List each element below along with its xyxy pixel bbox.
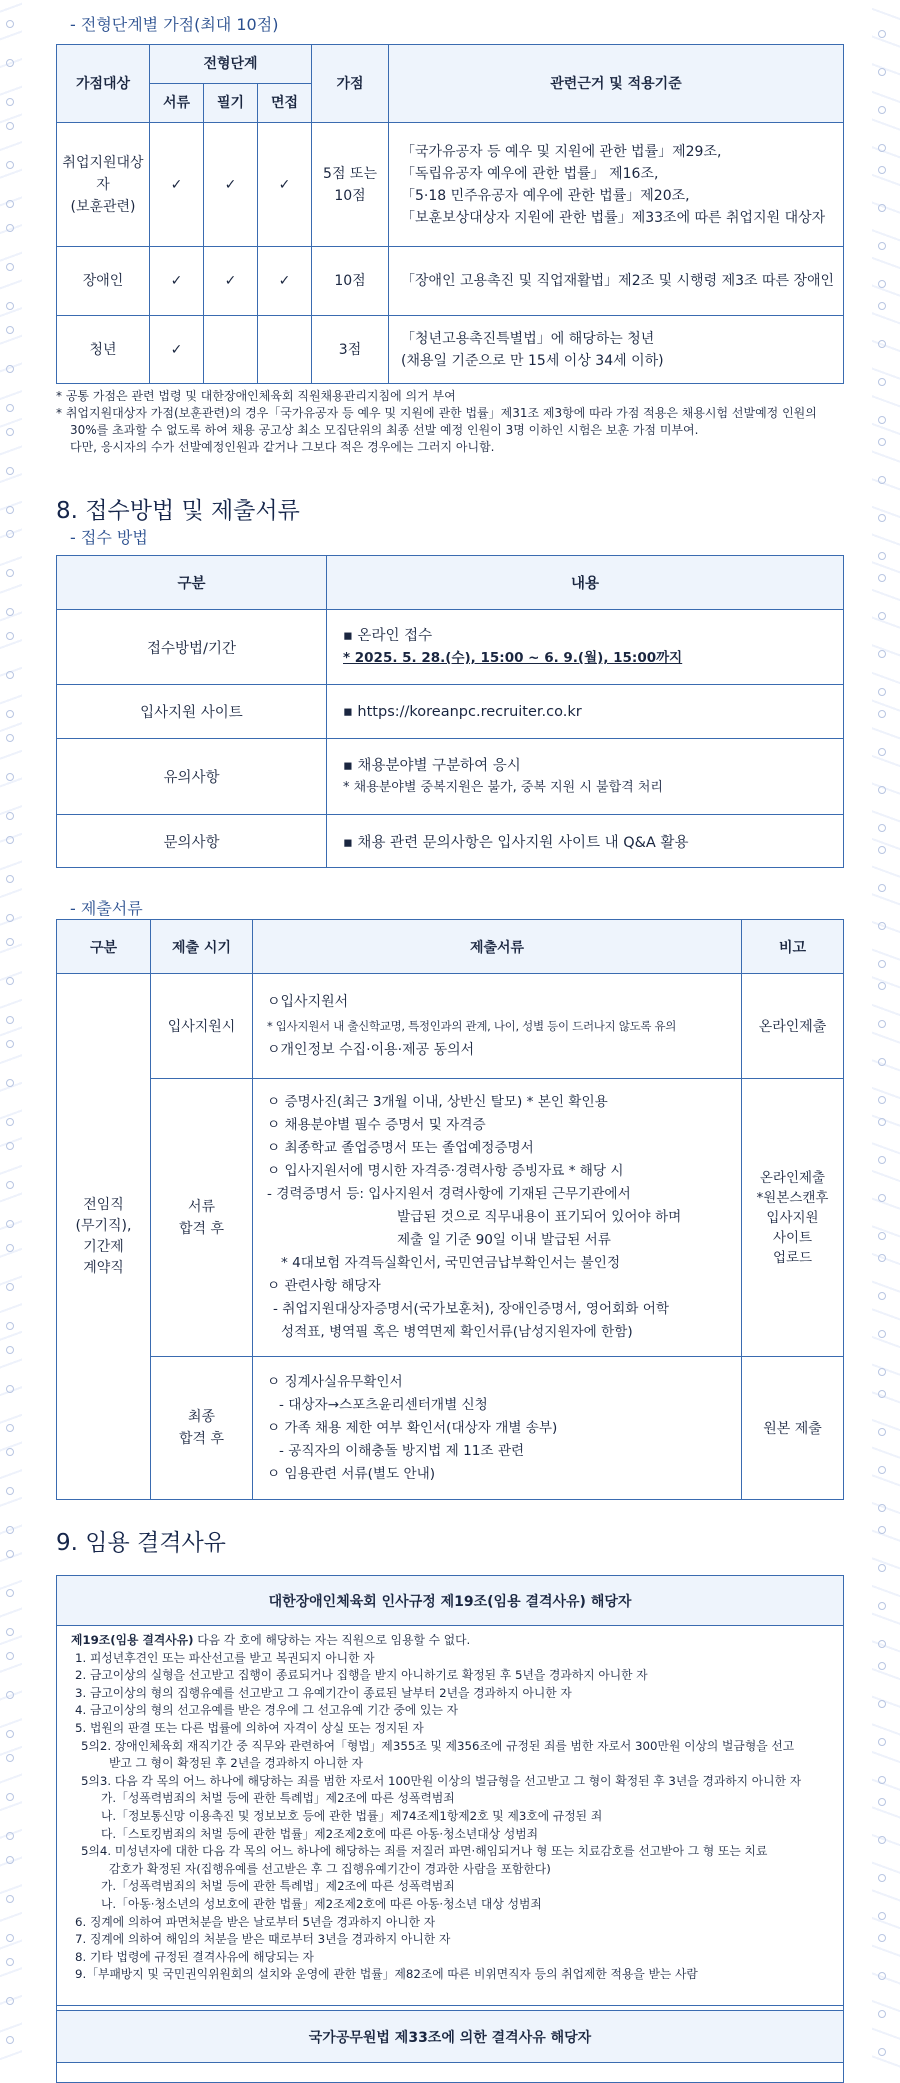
row-target: 청년 <box>57 316 150 384</box>
right-decorative-margin <box>872 0 900 2068</box>
docs-when: 입사지원시 <box>151 974 253 1079</box>
margin-doodle-icon <box>878 106 886 114</box>
bonus-points-table <box>56 44 844 384</box>
margin-doodle-icon <box>6 1691 14 1699</box>
receipt-site-link[interactable]: ▪ https://koreanpc.recruiter.co.kr <box>327 685 844 739</box>
margin-doodle-icon <box>6 404 14 412</box>
docs-item: 발급된 것으로 직무내용이 표기되어 있어야 하며 <box>397 1209 682 1225</box>
empty-cell <box>204 316 258 384</box>
margin-doodle-icon <box>878 650 886 658</box>
docs-item: ㅇ 가족 채용 제한 여부 확인서(대상자 개별 송부) <box>267 1419 558 1436</box>
header-stage-doc: 서류 <box>150 84 204 123</box>
receipt-label: 입사지원 사이트 <box>57 685 327 739</box>
margin-doodle-icon <box>878 416 886 424</box>
row-basis: 「장애인 고용촉진 및 직업재활법」제2조 및 시행령 제3조 따른 장애인 <box>389 247 844 316</box>
margin-doodle-icon <box>6 1997 14 2005</box>
margin-doodle-icon <box>6 1550 14 1558</box>
margin-doodle-icon <box>6 1220 14 1228</box>
margin-doodle-icon <box>878 982 886 990</box>
margin-doodle-icon <box>878 242 886 250</box>
margin-doodle-icon <box>878 1096 886 1104</box>
article-line: 5. 법원의 판결 또는 다른 법률에 의하여 자격이 상실 또는 정지된 자 <box>75 1720 424 1735</box>
docs-item: ㅇ 징계사실유무확인서 <box>267 1373 403 1390</box>
margin-doodle-icon <box>878 378 886 386</box>
receipt-subtitle: - 접수 방법 <box>70 528 148 547</box>
note-line: * 취업지원대상자 가점(보훈관련)의 경우「국가유공자 등 예우 및 지원에 관한 법률」제31조 제3항에 따라 가점 적용은 채용시험 선발예정 인원의 <box>56 406 817 420</box>
margin-doodle-icon <box>878 144 886 152</box>
docs-items <box>253 974 742 1079</box>
docs-item: ㅇ 증명사진(최근 3개월 이내, 상반신 탈모) * 본인 확인용 <box>267 1094 608 1110</box>
article-line: 4. 금고이상의 형의 선고유예를 받은 경우에 그 선고유예 기간 중에 있는 자 <box>75 1703 458 1718</box>
margin-doodle-icon <box>878 1640 886 1648</box>
margin-doodle-icon <box>6 1346 14 1354</box>
article-line: 가.「성폭력범죄의 처벌 등에 관한 특례법」제2조에 따른 성폭력범죄 <box>101 1791 455 1806</box>
article-line: 5의2. 장애인체육회 재직기간 중 직무와 관련하여「형법」제355조 및 제356조에 규정된 죄를 범한 자로서 300만원 이상의 벌금형을 선고 <box>81 1738 795 1753</box>
margin-doodle-icon <box>6 200 14 208</box>
box2-body <box>57 2063 844 2083</box>
margin-doodle-icon <box>6 1181 14 1189</box>
docs-header-documents: 제출서류 <box>253 920 742 974</box>
margin-doodle-icon <box>878 688 886 696</box>
row-points: 5점 또는 10점 <box>312 123 389 247</box>
margin-doodle-icon <box>878 1836 886 1844</box>
docs-subtitle: - 제출서류 <box>70 899 143 918</box>
margin-doodle-icon <box>878 340 886 348</box>
margin-doodle-icon <box>6 428 14 436</box>
docs-item: ㅇ 입사지원서에 명시한 자격증·경력사항 증빙자료 * 해당 시 <box>267 1163 624 1179</box>
check-mark: ✓ <box>258 123 312 247</box>
margin-doodle-icon <box>878 960 886 968</box>
disqualification-box <box>56 1575 844 2016</box>
margin-doodle-icon <box>878 30 886 38</box>
docs-header-when: 제출 시기 <box>151 920 253 974</box>
article-line: 가.「성폭력범죄의 처벌 등에 관한 특례법」제2조에 따른 성폭력범죄 <box>101 1879 455 1894</box>
margin-doodle-icon <box>878 1156 886 1164</box>
margin-doodle-icon <box>878 884 886 892</box>
margin-doodle-icon <box>878 1020 886 1028</box>
margin-doodle-icon <box>878 824 886 832</box>
margin-doodle-icon <box>6 2036 14 2044</box>
margin-doodle-icon <box>6 875 14 883</box>
receipt-label: 접수방법/기간 <box>57 610 327 685</box>
margin-doodle-icon <box>878 1254 886 1262</box>
margin-doodle-icon <box>6 1016 14 1024</box>
margin-doodle-icon <box>6 1118 14 1126</box>
box2-title: 국가공무원법 제33조에 의한 결격사유 해당자 <box>57 2011 844 2063</box>
docs-when: 서류 합격 후 <box>151 1079 253 1357</box>
margin-doodle-icon <box>6 1652 14 1660</box>
receipt-header-category: 구분 <box>57 556 327 610</box>
docs-when: 최종 합격 후 <box>151 1357 253 1500</box>
check-mark: ✓ <box>204 247 258 316</box>
header-stage-written: 필기 <box>204 84 258 123</box>
docs-item: ㅇ 임용관련 서류(별도 안내) <box>267 1465 436 1482</box>
article-line: 5의3. 다음 각 목의 어느 하나에 해당하는 죄를 범한 자로서 100만원 이상의 벌금형을 선고받고 그 형이 확정된 후 3년을 경과하지 아니한 자 <box>81 1773 802 1788</box>
margin-doodle-icon <box>6 1730 14 1738</box>
docs-item: * 입사지원서 내 출신학교명, 특정인과의 관계, 나이, 성별 등이 드러나지 않도록 유의 <box>267 1019 677 1033</box>
margin-doodle-icon <box>6 20 14 28</box>
margin-doodle-icon <box>6 1040 14 1048</box>
margin-doodle-icon <box>6 836 14 844</box>
margin-doodle-icon <box>6 506 14 514</box>
margin-doodle-icon <box>6 1754 14 1762</box>
row-basis: 「청년고용촉진특별법」에 해당하는 청년 (채용일 기준으로 만 15세 이상 34세 이하) <box>389 316 844 384</box>
margin-doodle-icon <box>878 1972 886 1980</box>
row-target: 장애인 <box>57 247 150 316</box>
docs-item: - 대상자→스포츠윤리센터개별 신청 <box>279 1396 488 1413</box>
margin-doodle-icon <box>878 1504 886 1512</box>
margin-doodle-icon <box>878 1390 886 1398</box>
row-basis: 「국가유공자 등 예우 및 지원에 관한 법률」제29조, 「독립유공자 예우에 관한 법률」 제16조, 「5·18 민주유공자 예우에 관한 법률」제20조, 「보훈보상대상자 지원에 관한 법률」제33조에 따른 취업지원 대상자 <box>389 123 844 247</box>
margin-doodle-icon <box>6 1934 14 1942</box>
document-page <box>22 0 872 2068</box>
note-line: * 공통 가점은 관련 법령 및 대한장애인체육회 직원채용관리지침에 의거 부여 <box>56 389 456 403</box>
article-line: 5의4. 미성년자에 대한 다음 각 목의 어느 하나에 해당하는 죄를 저질러 파면·해임되거나 형 또는 치료감호를 선고받아 그 형 또는 치료 <box>81 1844 768 1859</box>
margin-doodle-icon <box>6 530 14 538</box>
docs-item: - 취업지원대상자증명서(국가보훈처), 장애인증명서, 영어회화 어학 <box>273 1301 669 1317</box>
margin-doodle-icon <box>878 1292 886 1300</box>
margin-doodle-icon <box>878 846 886 854</box>
header-stage-interview: 면접 <box>258 84 312 123</box>
note-line: 30%를 초과할 수 없도록 하여 채용 공고상 최소 모집단위의 최종 선발 예정 인원이 3명 이하인 시험은 보훈 가점 미부여. <box>70 423 699 437</box>
margin-doodle-icon <box>6 161 14 169</box>
docs-note: 온라인제출 <box>742 974 844 1079</box>
margin-doodle-icon <box>878 1564 886 1572</box>
margin-doodle-icon <box>878 1526 886 1534</box>
article-intro-title: 제19조(임용 결격사유) <box>71 1633 194 1647</box>
margin-doodle-icon <box>6 710 14 718</box>
margin-doodle-icon <box>6 1628 14 1636</box>
margin-doodle-icon <box>878 476 886 484</box>
margin-doodle-icon <box>6 263 14 271</box>
check-mark: ✓ <box>150 316 204 384</box>
margin-doodle-icon <box>6 1283 14 1291</box>
margin-doodle-icon <box>878 68 886 76</box>
article-line: 8. 기타 법령에 규정된 결격사유에 해당되는 자 <box>75 1949 314 1964</box>
header-target: 가점대상 <box>57 45 150 123</box>
docs-item: ㅇ 채용분야별 필수 증명서 및 자격증 <box>267 1117 486 1133</box>
margin-doodle-icon <box>878 1934 886 1942</box>
docs-item: - 공직자의 이해충돌 방지법 제 11조 관련 <box>279 1442 525 1459</box>
documents-table <box>56 919 844 1500</box>
article-line: 3. 금고이상의 형의 집행유예를 선고받고 그 유예기간이 종료된 날부터 2년을 경과하지 아니한 자 <box>75 1685 572 1700</box>
margin-doodle-icon <box>6 302 14 310</box>
check-mark: ✓ <box>150 247 204 316</box>
docs-note: 원본 제출 <box>742 1357 844 1500</box>
margin-doodle-icon <box>6 773 14 781</box>
docs-header-category: 구분 <box>57 920 151 974</box>
margin-doodle-icon <box>878 1428 886 1436</box>
margin-doodle-icon <box>878 552 886 560</box>
margin-doodle-icon <box>878 612 886 620</box>
margin-doodle-icon <box>6 1856 14 1864</box>
docs-item: ㅇ 관련사항 해당자 <box>267 1278 381 1294</box>
margin-doodle-icon <box>6 1142 14 1150</box>
margin-doodle-icon <box>878 166 886 174</box>
margin-doodle-icon <box>6 1322 14 1330</box>
docs-item: ㅇ입사지원서 <box>267 994 349 1010</box>
margin-doodle-icon <box>878 1700 886 1708</box>
article-line: 1. 피성년후견인 또는 파산선고를 받고 복권되지 아니한 자 <box>75 1650 375 1665</box>
docs-item: * 4대보험 자격득실확인서, 국민연금납부확인서는 불인정 <box>281 1255 621 1271</box>
margin-doodle-icon <box>878 1662 886 1670</box>
row-target: 취업지원대상자 (보훈관련) <box>57 123 150 247</box>
margin-doodle-icon <box>878 786 886 794</box>
margin-doodle-icon <box>878 1232 886 1240</box>
margin-doodle-icon <box>6 1385 14 1393</box>
margin-doodle-icon <box>6 59 14 67</box>
article-line: 6. 징계에 의하여 파면처분을 받은 날로부터 5년을 경과하지 아니한 자 <box>75 1914 436 1929</box>
receipt-period: * 2025. 5. 28.(수), 15:00 ~ 6. 9.(월), 15:00까지 <box>343 650 683 666</box>
receipt-content <box>327 610 844 685</box>
margin-doodle-icon <box>878 1330 886 1338</box>
empty-cell <box>258 316 312 384</box>
article-line: 7. 징계에 의하여 해임의 처분을 받은 때로부터 3년을 경과하지 아니한 자 <box>75 1932 451 1947</box>
docs-item: 성적표, 병역필 혹은 병역면제 확인서류(남성지원자에 한함) <box>281 1324 633 1340</box>
receipt-header-content: 내용 <box>327 556 844 610</box>
margin-doodle-icon <box>6 812 14 820</box>
docs-item: - 경력증명서 등: 입사지원서 경력사항에 기재된 근무기관에서 <box>267 1186 631 1202</box>
docs-category: 전임직 (무기직), 기간제 계약직 <box>57 974 151 1500</box>
margin-doodle-icon <box>878 2010 886 2018</box>
margin-doodle-icon <box>6 632 14 640</box>
margin-doodle-icon <box>878 1118 886 1126</box>
receipt-line: * 채용분야별 중복지원은 불가, 중복 지원 시 불합격 처리 <box>343 779 663 795</box>
margin-doodle-icon <box>878 1738 886 1746</box>
margin-doodle-icon <box>6 1079 14 1087</box>
article-line: 나.「아동·청소년의 성보호에 관한 법률」제2조제2호에 따른 아동·청소년 대상 성범죄 <box>101 1896 542 1911</box>
margin-doodle-icon <box>6 467 14 475</box>
margin-doodle-icon <box>878 280 886 288</box>
article-intro <box>71 1632 829 1650</box>
box-title: 대한장애인체육회 인사규정 제19조(임용 결격사유) 해당자 <box>57 1576 844 1626</box>
margin-doodle-icon <box>6 608 14 616</box>
docs-item: ㅇ 최종학교 졸업증명서 또는 졸업예정증명서 <box>267 1140 534 1156</box>
bonus-points-subtitle: - 전형단계별 가점(최대 10점) <box>70 15 279 34</box>
margin-doodle-icon <box>6 569 14 577</box>
article-line: 나.「정보통신망 이용촉진 및 정보보호 등에 관한 법률」제74조제1항제2호 및 제3호에 규정된 죄 <box>101 1808 603 1823</box>
margin-doodle-icon <box>6 938 14 946</box>
margin-doodle-icon <box>878 710 886 718</box>
margin-doodle-icon <box>6 1958 14 1966</box>
receipt-content: ▪ 채용 관련 문의사항은 입사지원 사이트 내 Q&A 활용 <box>327 815 844 868</box>
article-line: 2. 금고이상의 실형을 선고받고 집행이 종료되거나 집행을 받지 아니하기로 확정된 후 5년을 경과하지 아니한 자 <box>75 1668 648 1683</box>
margin-doodle-icon <box>6 977 14 985</box>
docs-items <box>253 1079 742 1357</box>
margin-doodle-icon <box>6 1424 14 1432</box>
check-mark: ✓ <box>258 247 312 316</box>
margin-doodle-icon <box>878 204 886 212</box>
article-line: 다.「스토킹범죄의 처벌 등에 관한 법률」제2조제2호에 따른 아동·청소년대상 성범죄 <box>101 1826 539 1841</box>
header-stages: 전형단계 <box>150 45 312 84</box>
box-body <box>57 1626 844 2006</box>
receipt-label: 문의사항 <box>57 815 327 868</box>
margin-doodle-icon <box>878 922 886 930</box>
check-mark: ✓ <box>204 123 258 247</box>
margin-doodle-icon <box>6 326 14 334</box>
margin-doodle-icon <box>878 302 886 310</box>
article-intro-text: 다음 각 호에 해당하는 자는 직원으로 임용할 수 없다. <box>193 1633 471 1647</box>
receipt-label: 유의사항 <box>57 739 327 815</box>
margin-doodle-icon <box>878 2048 886 2056</box>
check-mark: ✓ <box>150 123 204 247</box>
receipt-content <box>327 739 844 815</box>
docs-item: 제출 일 기준 90일 이내 발급된 서류 <box>397 1232 611 1248</box>
margin-doodle-icon <box>6 1448 14 1456</box>
section9-heading: 9. 임용 결격사유 <box>56 1530 226 1556</box>
margin-doodle-icon <box>878 1466 886 1474</box>
margin-doodle-icon <box>6 1526 14 1534</box>
receipt-line: ▪ 채용분야별 구분하여 응시 <box>343 757 521 774</box>
margin-doodle-icon <box>878 748 886 756</box>
margin-doodle-icon <box>878 1602 886 1610</box>
margin-doodle-icon <box>878 1912 886 1920</box>
margin-doodle-icon <box>6 1589 14 1597</box>
row-points: 3점 <box>312 316 389 384</box>
margin-doodle-icon <box>6 1793 14 1801</box>
margin-doodle-icon <box>878 574 886 582</box>
docs-items <box>253 1357 742 1500</box>
margin-doodle-icon <box>6 98 14 106</box>
margin-doodle-icon <box>878 1798 886 1806</box>
note-line: 다만, 응시자의 수가 선발예정인원과 같거나 그보다 적은 경우에는 그러지 아니함. <box>70 440 495 454</box>
margin-doodle-icon <box>878 1194 886 1202</box>
section8-heading: 8. 접수방법 및 제출서류 <box>56 498 300 524</box>
margin-doodle-icon <box>6 734 14 742</box>
header-basis: 관련근거 및 적용기준 <box>389 45 844 123</box>
margin-doodle-icon <box>6 1244 14 1252</box>
margin-doodle-icon <box>6 1487 14 1495</box>
civil-service-box <box>56 2010 844 2083</box>
margin-doodle-icon <box>878 514 886 522</box>
margin-doodle-icon <box>6 914 14 922</box>
margin-doodle-icon <box>878 1368 886 1376</box>
docs-note: 온라인제출 *원본스캔후 입사지원 사이트 업로드 <box>742 1079 844 1357</box>
margin-doodle-icon <box>878 1058 886 1066</box>
docs-header-note: 비고 <box>742 920 844 974</box>
article-line: 감호가 확정된 자(집행유예를 선고받은 후 그 집행유예기간이 경과한 사람을 포함한다) <box>109 1861 551 1876</box>
margin-doodle-icon <box>6 671 14 679</box>
margin-doodle-icon <box>6 1895 14 1903</box>
margin-doodle-icon <box>878 1874 886 1882</box>
margin-doodle-icon <box>6 365 14 373</box>
receipt-line: ▪ 온라인 접수 <box>343 628 433 644</box>
margin-doodle-icon <box>6 224 14 232</box>
article-line: 9.「부패방지 및 국민권익위원회의 설치와 운영에 관한 법률」제82조에 따른 비위면직자 등의 취업제한 적용을 받는 사람 <box>75 1967 698 1982</box>
table1-notes <box>56 388 856 456</box>
margin-doodle-icon <box>6 122 14 130</box>
receipt-table <box>56 555 844 868</box>
margin-doodle-icon <box>878 1776 886 1784</box>
margin-doodle-icon <box>878 438 886 446</box>
article-line: 받고 그 형이 확정된 후 2년을 경과하지 아니한 자 <box>109 1756 364 1771</box>
docs-item: ㅇ개인정보 수집·이용·제공 동의서 <box>267 1042 475 1058</box>
row-points: 10점 <box>312 247 389 316</box>
header-points: 가점 <box>312 45 389 123</box>
margin-doodle-icon <box>6 1832 14 1840</box>
